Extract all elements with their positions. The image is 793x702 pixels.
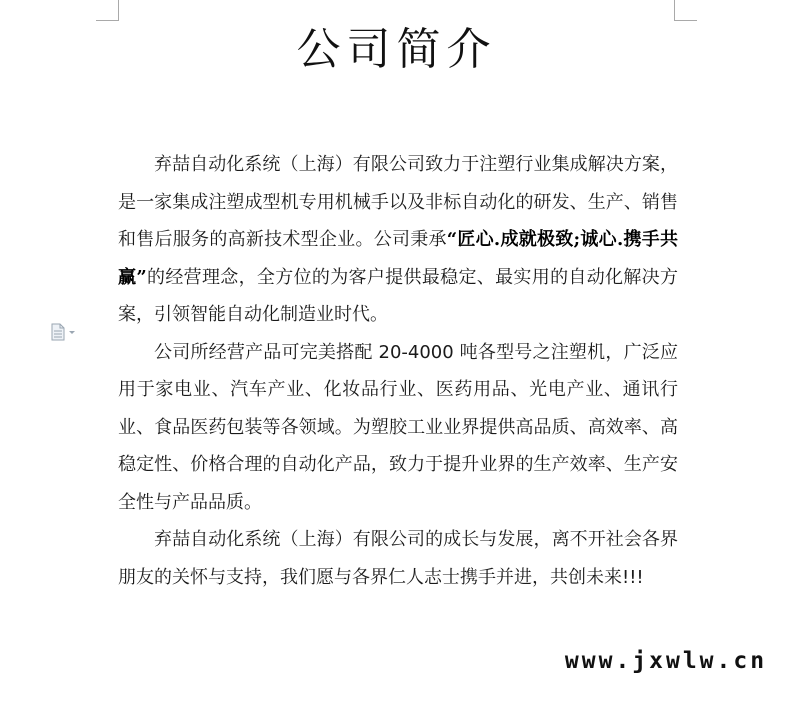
company-motto: “匠心.成就极致;诚心.携手共赢” [118, 229, 679, 288]
document-body [118, 146, 678, 596]
site-watermark: www.jxwlw.cn [546, 645, 786, 677]
paragraph-3: 弃喆自动化系统（上海）有限公司的成长与发展，离不开社会各界朋友的关怀与支持，我们愿与各界仁人志士携手并进，共创未来!!! [118, 529, 678, 588]
document-dropdown-icon[interactable] [49, 322, 79, 342]
paragraph-1 [118, 146, 678, 334]
page-corner-mark-top-left [96, 0, 119, 21]
page-corner-mark-top-right [674, 0, 697, 21]
paragraph-1-text-before: 弃喆自动化系统（上海）有限公司致力于注塑行业集成解决方案，是一家集成注塑成型机专用机械手以及非标自动化的研发、生产、销售和售后服务的高新技术型企业。公司秉承 [118, 154, 678, 250]
paragraph-2: 公司所经营产品可完美搭配 20-4000 吨各型号之注塑机，广泛应用于家电业、汽车产业、化妆品行业、医药用品、光电产业、通讯行业、食品医药包装等各领域。为塑胶工业业界提供高品质、高效率、高稳定性、价格合理的自动化产品，致力于提升业界的生产效率、生产安全性与产品品质。 [118, 341, 678, 513]
paragraph-1-text-after: 的经营理念，全方位的为客户提供最稳定、最实用的自动化解决方案，引领智能自动化制造业时代。 [118, 266, 679, 325]
document-title: 公司简介 [296, 24, 497, 75]
